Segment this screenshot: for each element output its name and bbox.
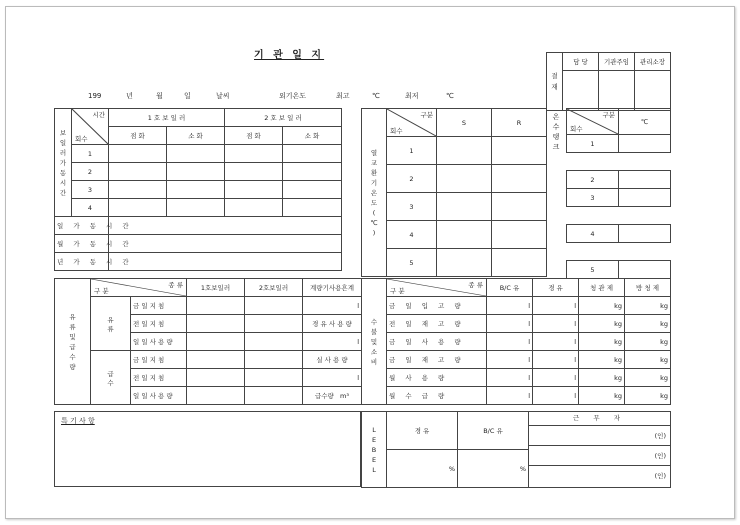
supply-unit[interactable]: l xyxy=(533,315,579,333)
boiler-row-num: 2 xyxy=(72,163,109,181)
boiler-cell[interactable] xyxy=(109,199,167,217)
level-table xyxy=(361,411,671,488)
oil-cell[interactable] xyxy=(187,369,245,387)
oil-cell[interactable] xyxy=(187,297,245,315)
supply-row-label: 금 일 사 용 량 xyxy=(387,333,487,351)
day-unit: 일 xyxy=(184,92,191,100)
supply-unit[interactable]: kg xyxy=(625,387,671,405)
water-cell[interactable] xyxy=(619,261,671,279)
approval-label: 결 재 xyxy=(547,53,563,111)
water-tank-temp-table xyxy=(566,108,671,279)
heat-cell[interactable] xyxy=(492,221,547,249)
boiler-cell[interactable] xyxy=(109,145,167,163)
weather-label: 날씨 xyxy=(216,92,230,100)
water-cell[interactable] xyxy=(619,225,671,243)
page-title: 기 관 일 지 xyxy=(254,50,325,61)
boiler-cell[interactable] xyxy=(283,181,342,199)
min-temp-label: 최저 xyxy=(405,92,419,100)
supply-consumption-table xyxy=(361,278,671,405)
monthly-operating-time-label: 월 가 동 시 간 xyxy=(55,235,109,253)
supply-corner-cell: 종 류 구 분 xyxy=(387,279,487,297)
monthly-operating-time-value[interactable] xyxy=(109,235,342,253)
month-unit: 월 xyxy=(156,92,163,100)
water-group-label: 급 수 xyxy=(91,351,131,405)
boiler-cell[interactable] xyxy=(225,181,283,199)
daily-operating-time-label: 일 가 동 시 간 xyxy=(55,217,109,235)
boiler-cell[interactable] xyxy=(283,163,342,181)
approval-sign-cell[interactable] xyxy=(635,71,671,111)
oil-cell[interactable] xyxy=(187,387,245,405)
supply-unit[interactable]: l xyxy=(533,351,579,369)
oil-corner-cell: 종 류 구 분 xyxy=(91,279,187,297)
boiler-cell[interactable] xyxy=(109,163,167,181)
boiler-time-side-label: 보 일 러 가 동 시 간 xyxy=(55,109,72,217)
heat-row-num: 3 xyxy=(387,193,437,221)
heat-cell[interactable] xyxy=(437,165,492,193)
water-temp-unit: ℃ xyxy=(619,109,671,135)
oil-row-label: 일 일 사 용 량 xyxy=(131,387,187,405)
supply-unit[interactable]: l xyxy=(533,387,579,405)
boiler-corner-cell: 시간 회수 xyxy=(72,109,109,145)
supply-row-label: 전 일 재 고 량 xyxy=(387,315,487,333)
level-percent[interactable]: % xyxy=(458,450,529,488)
oil-row-label: 전 일 지 침 xyxy=(131,369,187,387)
supply-unit[interactable]: l xyxy=(533,369,579,387)
heat-cell[interactable] xyxy=(437,137,492,165)
oil-cell[interactable] xyxy=(245,351,303,369)
approval-table xyxy=(546,52,671,111)
boiler-row-num: 4 xyxy=(72,199,109,217)
oil-cell[interactable] xyxy=(245,297,303,315)
oil-group-label: 유 류 xyxy=(91,297,131,351)
supply-col: 경 유 xyxy=(533,279,579,297)
sign-seal[interactable]: (인) xyxy=(529,446,670,466)
special-notes-label: 특 기 사 항 xyxy=(61,417,95,425)
oil-cell[interactable] xyxy=(245,387,303,405)
supply-unit[interactable]: l xyxy=(487,351,533,369)
oil-note: 급수량 m³ xyxy=(303,387,362,405)
outside-temp-label: 외기온도 xyxy=(279,92,307,100)
supply-unit[interactable]: l xyxy=(487,387,533,405)
heat-cell[interactable] xyxy=(492,137,547,165)
oil-cell[interactable] xyxy=(245,333,303,351)
supply-unit[interactable]: l xyxy=(487,333,533,351)
water-row-num: 4 xyxy=(567,225,619,243)
yearly-operating-time-label: 년 가 동 시 간 xyxy=(55,253,109,271)
oil-note: l xyxy=(303,333,362,351)
oil-col: 2호보일러 xyxy=(245,279,303,297)
special-notes-box[interactable] xyxy=(54,411,361,487)
supply-col: 청 관 제 xyxy=(579,279,625,297)
supply-unit[interactable]: l xyxy=(487,315,533,333)
oil-cell[interactable] xyxy=(187,333,245,351)
water-row-num: 1 xyxy=(567,135,619,153)
oil-cell[interactable] xyxy=(187,351,245,369)
water-cell[interactable] xyxy=(619,135,671,153)
heat-row-num: 1 xyxy=(387,137,437,165)
boiler-cell[interactable] xyxy=(283,145,342,163)
supply-unit[interactable]: l xyxy=(533,297,579,315)
heat-col-s: S xyxy=(437,109,492,137)
supply-row-label: 금 일 입 고 량 xyxy=(387,297,487,315)
approval-sign-cell[interactable] xyxy=(599,71,635,111)
boiler-row-num: 1 xyxy=(72,145,109,163)
level-side-label: L E B E L xyxy=(362,412,387,488)
boiler-cell[interactable] xyxy=(283,199,342,217)
supply-unit[interactable]: l xyxy=(533,333,579,351)
boiler-sub: 점 화 xyxy=(109,127,167,145)
max-temp-unit: ℃ xyxy=(372,92,380,100)
water-cell[interactable] xyxy=(619,189,671,207)
oil-cell[interactable] xyxy=(245,315,303,333)
water-tank-side-label: 온 수 탱 크 xyxy=(552,113,560,151)
oil-col: 1호보일러 xyxy=(187,279,245,297)
max-temp-label: 최고 xyxy=(336,92,350,100)
oil-cell[interactable] xyxy=(245,369,303,387)
boiler-cell[interactable] xyxy=(109,181,167,199)
boiler-time-table xyxy=(54,108,362,271)
daily-operating-time-value[interactable] xyxy=(109,217,342,235)
supply-col: 방 청 제 xyxy=(625,279,671,297)
supply-unit[interactable]: kg xyxy=(579,297,625,315)
supply-unit[interactable]: kg xyxy=(625,315,671,333)
heat-row-num: 5 xyxy=(387,249,437,277)
approval-col: 기관주임 xyxy=(599,53,635,71)
supply-row-label: 월 수 급 량 xyxy=(387,387,487,405)
boiler-row-num: 3 xyxy=(72,181,109,199)
boiler-cell[interactable] xyxy=(167,199,225,217)
supply-unit[interactable]: l xyxy=(487,297,533,315)
supply-unit[interactable]: kg xyxy=(625,351,671,369)
boiler-sub: 소 화 xyxy=(283,127,342,145)
approval-col: 담 당 xyxy=(563,53,599,71)
heat-exchanger-temp-table xyxy=(361,108,547,277)
heat-corner-cell: 구분 회수 xyxy=(387,109,437,137)
heat-cell[interactable] xyxy=(492,193,547,221)
oil-note: l xyxy=(303,369,362,387)
sign-seal[interactable]: (인) xyxy=(529,426,670,446)
water-row-num: 5 xyxy=(567,261,619,279)
oil-col: 계량기사용흔계 xyxy=(303,279,362,297)
heat-cell[interactable] xyxy=(492,165,547,193)
supply-unit[interactable]: kg xyxy=(579,387,625,405)
supply-unit[interactable]: kg xyxy=(625,297,671,315)
heat-cell[interactable] xyxy=(492,249,547,277)
boiler-cell[interactable] xyxy=(167,145,225,163)
year-unit: 년 xyxy=(126,92,133,100)
heat-cell[interactable] xyxy=(437,221,492,249)
sign-box xyxy=(529,412,671,488)
oil-row-label: 금 일 지 침 xyxy=(131,297,187,315)
oil-row-label: 일 일 사 용 량 xyxy=(131,333,187,351)
heat-cell[interactable] xyxy=(437,249,492,277)
heat-row-num: 2 xyxy=(387,165,437,193)
supply-unit[interactable]: kg xyxy=(579,369,625,387)
oil-side-label: 유 류 및 급 수 량 xyxy=(55,279,91,405)
oil-water-table xyxy=(54,278,362,405)
supply-unit[interactable]: kg xyxy=(579,315,625,333)
supply-side-label: 수 불 및 소 비 xyxy=(362,279,387,405)
oil-row-label: 금 일 지 침 xyxy=(131,351,187,369)
oil-note: 실 사 용 량 xyxy=(303,351,362,369)
boiler-cell[interactable] xyxy=(225,145,283,163)
water-row-num: 3 xyxy=(567,189,619,207)
year-label: 199 xyxy=(88,92,102,100)
boiler-cell[interactable] xyxy=(225,199,283,217)
water-corner-cell: 구분 회수 xyxy=(567,109,619,135)
boiler-cell[interactable] xyxy=(225,163,283,181)
supply-row-label: 금 일 재 고 량 xyxy=(387,351,487,369)
supply-unit[interactable]: kg xyxy=(579,351,625,369)
supply-unit[interactable]: kg xyxy=(579,333,625,351)
heat-row-num: 4 xyxy=(387,221,437,249)
boiler-group-1: 1 호 보 일 러 xyxy=(109,109,225,127)
boiler-cell[interactable] xyxy=(167,163,225,181)
heat-exchanger-side-label: 열 교 환 기 온 도 ( ℃ ) xyxy=(362,109,387,277)
supply-unit[interactable]: l xyxy=(487,369,533,387)
sign-seal[interactable]: (인) xyxy=(654,472,666,480)
boiler-sub: 점 화 xyxy=(225,127,283,145)
approval-col: 관리소장 xyxy=(635,53,671,71)
supply-col: B/C 유 xyxy=(487,279,533,297)
oil-note: l xyxy=(303,297,362,315)
oil-cell[interactable] xyxy=(187,315,245,333)
heat-col-r: R xyxy=(492,109,547,137)
level-col: 경 유 xyxy=(387,412,458,450)
sign-title: 근 무 자 xyxy=(529,412,670,426)
boiler-cell[interactable] xyxy=(167,181,225,199)
approval-sign-cell[interactable] xyxy=(563,71,599,111)
supply-unit[interactable]: kg xyxy=(625,369,671,387)
heat-cell[interactable] xyxy=(437,193,492,221)
boiler-sub: 소 화 xyxy=(167,127,225,145)
oil-row-label: 전 일 지 침 xyxy=(131,315,187,333)
oil-note: 경 유 사 용 량 xyxy=(303,315,362,333)
min-temp-unit: ℃ xyxy=(446,92,454,100)
supply-unit[interactable]: kg xyxy=(625,333,671,351)
level-col: B/C 유 xyxy=(458,412,529,450)
level-percent[interactable]: % xyxy=(387,450,458,488)
yearly-operating-time-value[interactable] xyxy=(109,253,342,271)
boiler-group-2: 2 호 보 일 러 xyxy=(225,109,342,127)
supply-row-label: 월 사 용 량 xyxy=(387,369,487,387)
water-row-num: 2 xyxy=(567,171,619,189)
water-cell[interactable] xyxy=(619,171,671,189)
